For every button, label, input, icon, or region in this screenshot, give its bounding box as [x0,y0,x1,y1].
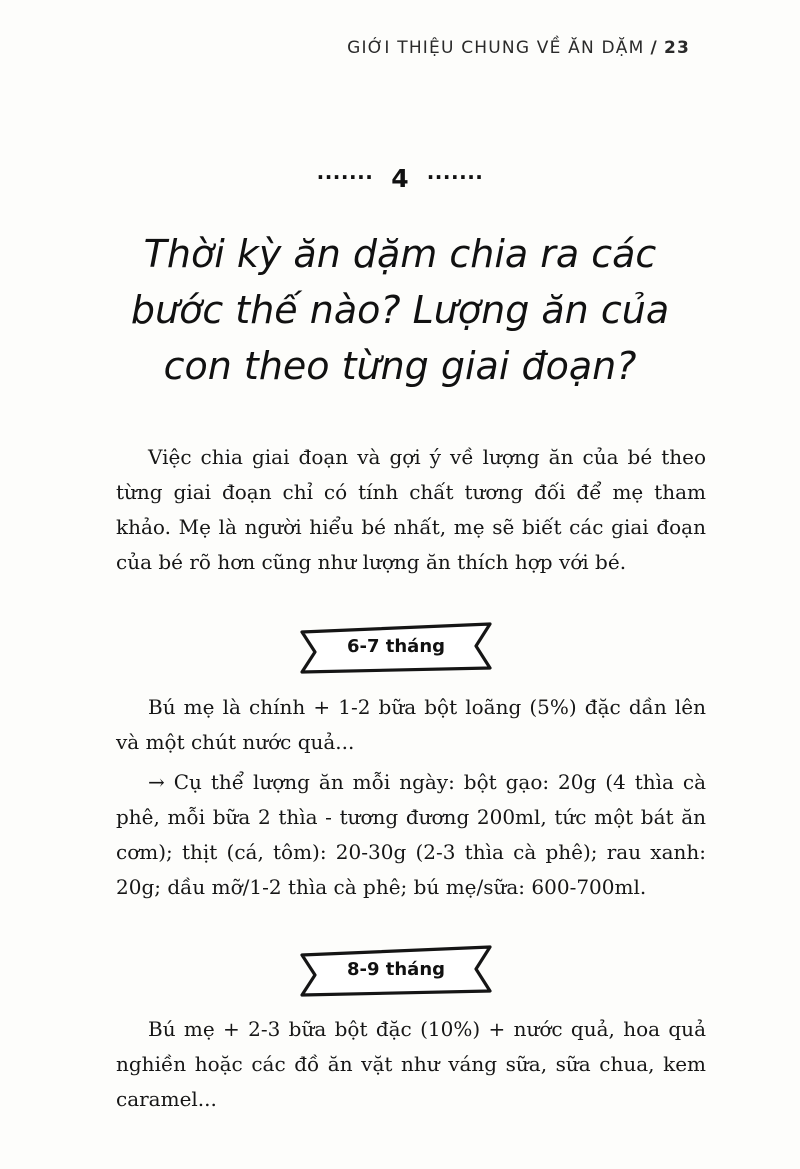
running-header [347,38,690,58]
section-number: 4 [391,164,409,193]
stage-2-paragraph-1: Bú mẹ + 2-3 bữa bột đặc (10%) + nước quả, hoa quả nghiền hoặc các đồ ăn vặt như váng sữa, sữa chua, kem caramel... [116,1017,706,1111]
chapter-title [90,226,710,394]
header-separator: / [650,38,658,58]
section-dots-left: ······· [316,165,374,189]
page-number: 23 [663,38,690,58]
stage-label: 8-9 tháng [346,959,446,980]
section-dots-right: ······· [426,165,484,189]
running-title: GIỚI THIỆU CHUNG VỀ ĂN DẶM [347,38,645,58]
stage-banner-6-7 [298,622,494,674]
stage-label: 6-7 tháng [346,636,446,657]
stage-1-paragraph-2: → Cụ thể lượng ăn mỗi ngày: bột gạo: 20g (4 thìa cà phê, mỗi bữa 2 thìa - tương đương 200ml, tức một bát ăn cơm); thịt (cá, tôm): 20-30g (2-3 thìa cà phê); rau xanh: 20g; dầu mỡ/1-2 thìa cà phê; bú mẹ/sữa: 600-700ml. [116,770,706,899]
chapter-title-line-1: Thời kỳ ăn dặm chia ra các [143,232,657,276]
stage-1-paragraph-1: Bú mẹ là chính + 1-2 bữa bột loãng (5%) đặc dần lên và một chút nước quả... [116,695,706,754]
chapter-title-line-3: con theo từng giai đoạn? [163,344,637,388]
section-marker [0,164,800,193]
intro-paragraph: Việc chia giai đoạn và gợi ý về lượng ăn của bé theo từng giai đoạn chỉ có tính chất tương đối để mẹ tham khảo. Mẹ là người hiểu bé nhất, mẹ sẽ biết các giai đoạn của bé rõ hơn cũng như lượng ăn thích hợp với bé. [116,445,706,574]
chapter-title-line-2: bước thế nào? Lượng ăn của [130,288,670,332]
stage-banner-8-9 [298,945,494,997]
